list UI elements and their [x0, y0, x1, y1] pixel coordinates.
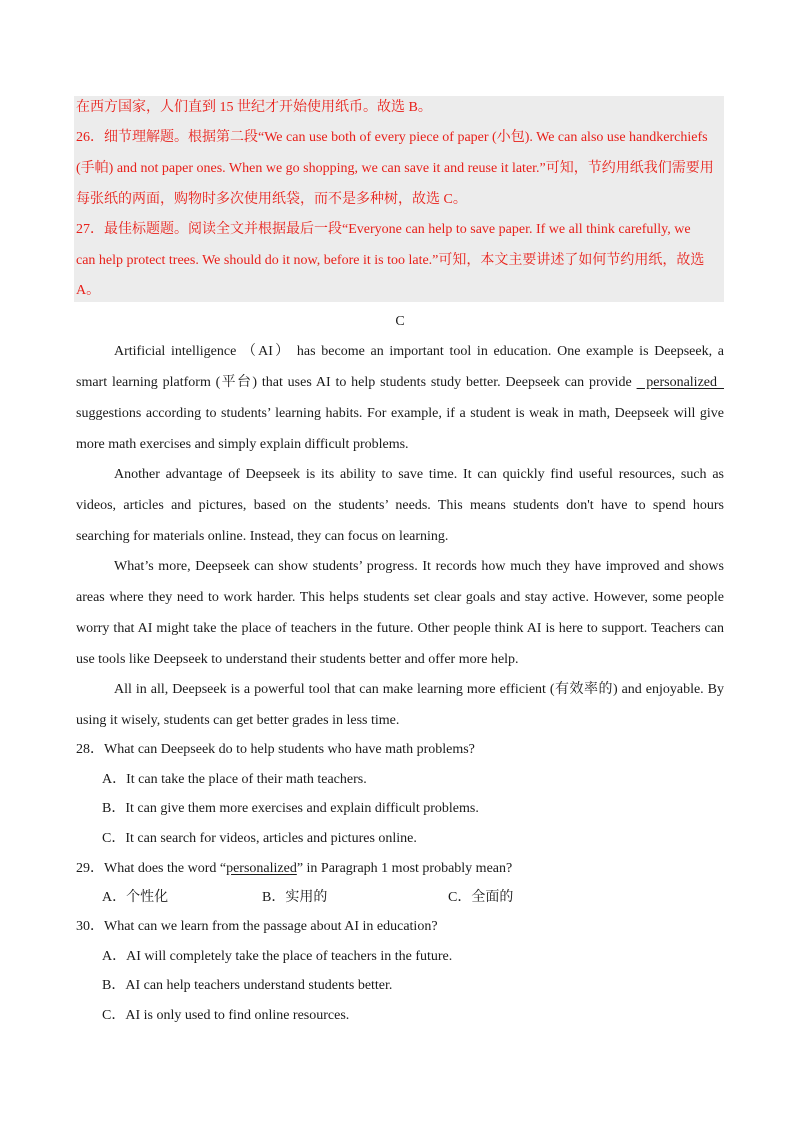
- answer-line: 27．最佳标题题。阅读全文并根据最后一段“Everyone can help to save paper. If we all think carefully, we: [76, 222, 691, 237]
- text-line: areas where they need to work harder. This helps students set clear goals and stay active. However, some people: [76, 590, 724, 605]
- text-line: more math exercises and simply explain difficult problems.: [76, 437, 409, 452]
- text-line: [76, 367, 724, 398]
- text-line: All in all, Deepseek is a powerful tool that can make learning more efficient (有效率的) and enjoyable. By: [114, 682, 724, 697]
- text-line: videos, articles and pictures, based on the students’ needs. This means students don't have to spend hours: [76, 498, 724, 513]
- question-29: [76, 859, 512, 879]
- option-a: A．It can take the place of their math teachers.: [102, 772, 367, 787]
- option-b: B．It can give them more exercises and explain difficult problems.: [102, 801, 479, 816]
- option-b: B．实用的: [262, 890, 328, 905]
- text-line: using it wisely, students can get better grades in less time.: [76, 713, 400, 728]
- paragraph-4: [76, 674, 724, 736]
- option-b: B．AI can help teachers understand students better.: [102, 978, 393, 993]
- paragraph-2: [76, 459, 724, 552]
- option-a: A．个性化: [102, 890, 169, 905]
- text-line: searching for materials online. Instead, they can focus on learning.: [76, 529, 449, 544]
- text-segment: smart learning platform (平台) that uses AI to help students study better. Deepseek can provide: [76, 375, 632, 390]
- option-c: C．全面的: [448, 890, 514, 905]
- option-c: C．AI is only used to find online resources.: [102, 1008, 350, 1023]
- text-line: Artificial intelligence （AI） has become an important tool in education. One example is Deepseek, a: [114, 344, 724, 359]
- paragraph-3: [76, 551, 724, 675]
- paragraph-1: [76, 336, 724, 460]
- section-heading: C: [395, 314, 405, 329]
- text-line: suggestions according to students’ learning habits. For example, if a student is weak in math, Deepseek will give: [76, 406, 724, 421]
- option-c: C．It can search for videos, articles and pictures online.: [102, 831, 417, 846]
- question-text: ” in Paragraph 1 most probably mean?: [296, 861, 513, 876]
- text-line: use tools like Deepseek to understand their students better and offer more help.: [76, 652, 519, 667]
- question-30: 30．What can we learn from the passage about AI in education?: [76, 919, 438, 934]
- text-line: Another advantage of Deepseek is its ability to save time. It can quickly find useful resources, such as: [114, 467, 724, 482]
- underlined-word-personalized: personalized: [636, 375, 724, 390]
- answer-line: (手帕) and not paper ones. When we go shopping, we can save it and reuse it later.”可知，节约用纸我们需要用: [76, 161, 714, 176]
- underlined-word: personalized: [226, 861, 297, 876]
- answer-line: 每张纸的两面，购物时多次使用纸袋，而不是多种树，故选 C。: [76, 192, 467, 207]
- question-text: 29．What does the word “: [76, 861, 227, 876]
- answer-line: A。: [76, 283, 101, 298]
- text-line: What’s more, Deepseek can show students’ progress. It records how much they have improved and shows: [114, 559, 724, 574]
- answer-line: 在西方国家，人们直到 15 世纪才开始使用纸币。故选 B。: [76, 100, 432, 115]
- text-line: worry that AI might take the place of teachers in the future. Other people think AI is here to support. Teachers can: [76, 621, 724, 636]
- option-a: A．AI will completely take the place of teachers in the future.: [102, 949, 453, 964]
- answer-line: can help protect trees. We should do it now, before it is too late.”可知，本文主要讲述了如何节约用纸，故选: [76, 253, 705, 268]
- answer-line: 26．细节理解题。根据第二段“We can use both of every piece of paper (小包). We can also use handkerchiefs: [76, 130, 708, 145]
- question-28: 28．What can Deepseek do to help students who have math problems?: [76, 742, 475, 757]
